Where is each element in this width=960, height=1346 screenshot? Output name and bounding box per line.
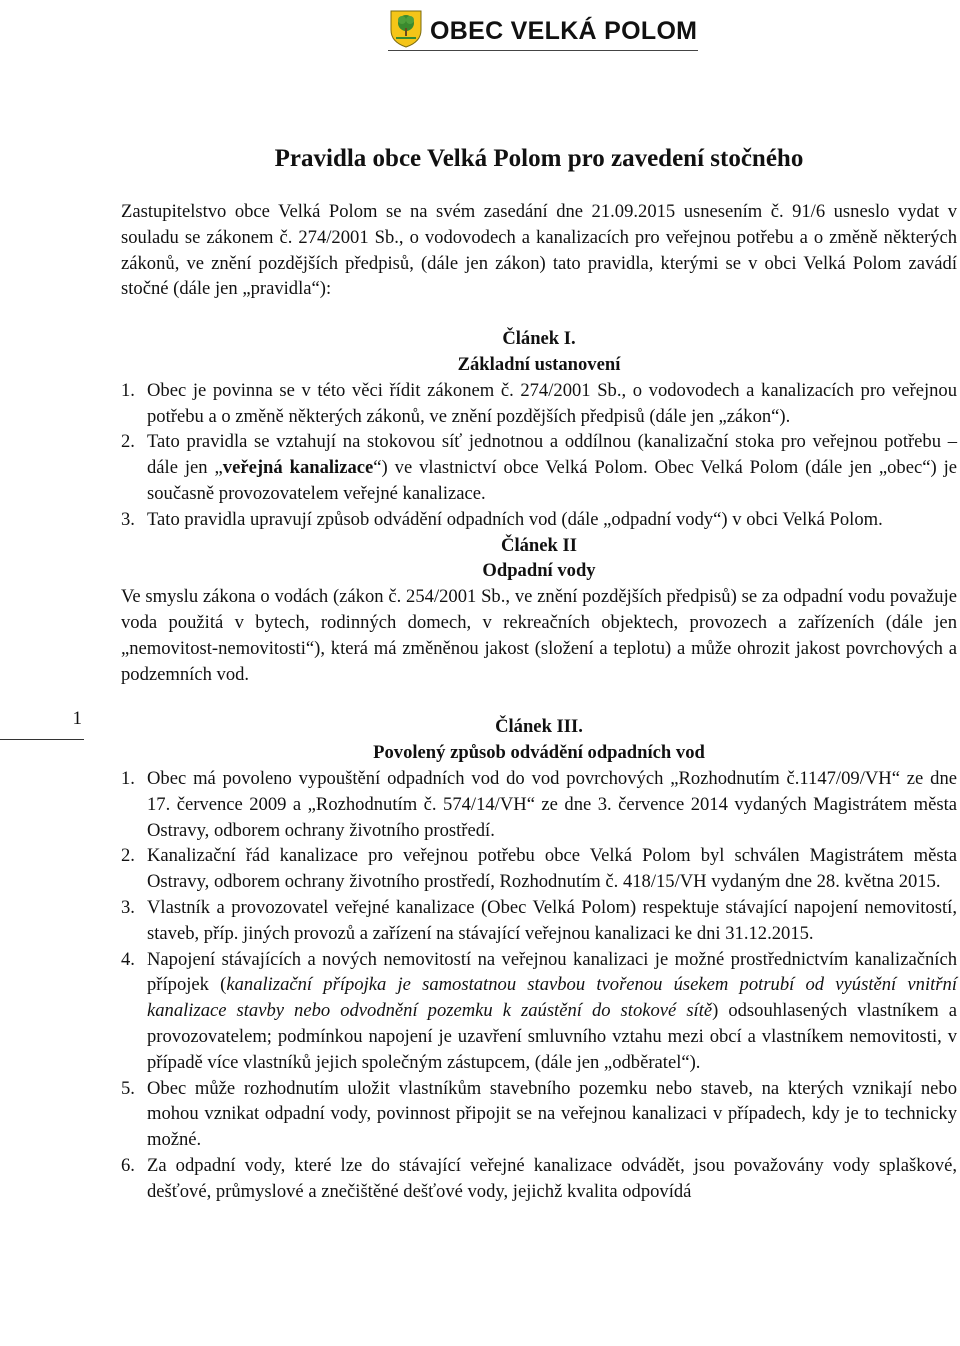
document-title: Pravidla obce Velká Polom pro zavedení stočného — [274, 145, 804, 172]
list-item: 2. Kanalizační řád kanalizace pro veřejnou potřebu obce Velká Polom byl schválen Magistrátem města Ostravy, odborem ochrany životního prostředí, Rozhodnutím č. 418/15/VH vydaným dne 28. května 2015. — [121, 845, 957, 893]
defined-term: veřejná kanalizace — [222, 457, 374, 479]
italic-definition: kanalizační přípojka je samostatnou stavbou tvořenou úsekem potrubí od vyústění vnitřní kanalizace stavby nebo odvodnění pozemku k zaústění do stokové sítě — [147, 974, 957, 1022]
list-item: 5. Obec může rozhodnutím uložit vlastníkům stavebního pozemku nebo staveb, na kterých vznikají nebo mohou vznikat odpadní vody, povinnost připojit se na veřejnou kanalizaci v případech, kdy je to technicky možné. — [121, 1077, 957, 1151]
document-body — [121, 143, 957, 1204]
article-2-subheading: Odpadní vody — [482, 560, 596, 582]
article-3-heading: Článek III. — [495, 716, 583, 738]
article-2-heading: Článek II — [501, 534, 577, 556]
document-header — [388, 4, 697, 48]
municipality-name: OBEC VELKÁ POLOM — [430, 17, 698, 45]
list-item: 1. Obec je povinna se v této věci řídit zákonem č. 274/2001 Sb., o vodovodech a kanalizacích pro veřejnou potřebu a o změně některých zákonů, ve znění pozdějších předpisů (dále jen „zákon“). — [121, 379, 957, 427]
article-2-paragraph: Ve smyslu zákona o vodách (zákon č. 254/2001 Sb., ve znění pozdějších předpisů) se za odpadní vodu považuje voda použitá v bytech, rodinných domech, v rekreačních objektech, provozech a zařízeních (dále jen „nemovitost-nemovitosti“), která má změněnou jakost (složení a teplotu) a může ohrozit jakost povrchových a podzemních vod. — [121, 586, 957, 685]
coat-of-arms-icon — [388, 8, 424, 48]
article-1-list — [121, 378, 957, 533]
article-3-list — [121, 766, 957, 1205]
article-3-subheading: Povolený způsob odvádění odpadních vod — [373, 742, 705, 764]
article-1-subheading: Základní ustanovení — [457, 353, 621, 375]
list-item: 4. Napojení stávajících a nových nemovitostí na veřejnou kanalizaci je možné prostřednictvím kanalizačních přípojek (kanalizační přípojka je samostatnou stavbou tvořenou úsekem potrubí od vyústění vnitřní kanalizace stavby nebo odvodnění pozemku k zaústění do stokové sítě) odsouhlasených vlastníkem a provozovatelem; podmínkou napojení je uzavření smluvního vztahu mezi obcí a vlastníkem nemovitosti, v případě více vlastníků jejich společným zástupcem, (dále jen „odběratel“). — [121, 948, 957, 1073]
page-number: 1 — [72, 708, 82, 729]
margin-rule — [0, 739, 84, 740]
article-1-heading: Článek I. — [502, 328, 576, 350]
list-item: 3. Tato pravidla upravují způsob odvádění odpadních vod (dále „odpadní vody“) v obci Velká Polom. — [121, 508, 883, 530]
list-item: 1. Obec má povoleno vypouštění odpadních vod do vod povrchových „Rozhodnutím č.1147/09/VH“ ze dne 17. července 2009 a „Rozhodnutím č. 574/14/VH“ ze dne 3. července 2014 vydaných Magistrátem města Ostravy, odborem ochrany životního prostředí. — [121, 767, 957, 841]
list-item: 3. Vlastník a provozovatel veřejné kanalizace (Obec Velká Polom) respektuje stávající napojení nemovitostí, staveb, příp. jiných provozů a zařízení na stávající veřejnou kanalizaci ke dni 31.12.2015. — [121, 896, 957, 944]
list-item: 2. Tato pravidla se vztahují na stokovou síť jednotnou a oddílnou (kanalizační stoka pro veřejnou potřebu – dále jen „veřejná kanalizace“) ve vlastnictví obce Velká Polom. Obec Velká Polom (dále jen „obec“) je současně provozovatelem veřejné kanalizace. — [121, 431, 958, 504]
list-item: 6. Za odpadní vody, které lze do stávající veřejné kanalizace odvádět, jsou považovány vody splaškové, dešťové, průmyslové a znečištěné dešťové vody, jejichž kvalita odpovídá — [121, 1154, 957, 1202]
header-divider — [388, 50, 698, 51]
intro-paragraph: Zastupitelstvo obce Velká Polom se na svém zasedání dne 21.09.2015 usnesením č. 91/6 usneslo vydat v souladu se zákonem č. 274/2001 Sb., o vodovodech a kanalizacích pro veřejnou potřebu a o změně některých zákonů, ve znění pozdějších předpisů, (dále jen zákon) tato pravidla, kterými se v obci Velká Polom zavádí stočné (dále jen „pravidla“): — [121, 201, 957, 300]
